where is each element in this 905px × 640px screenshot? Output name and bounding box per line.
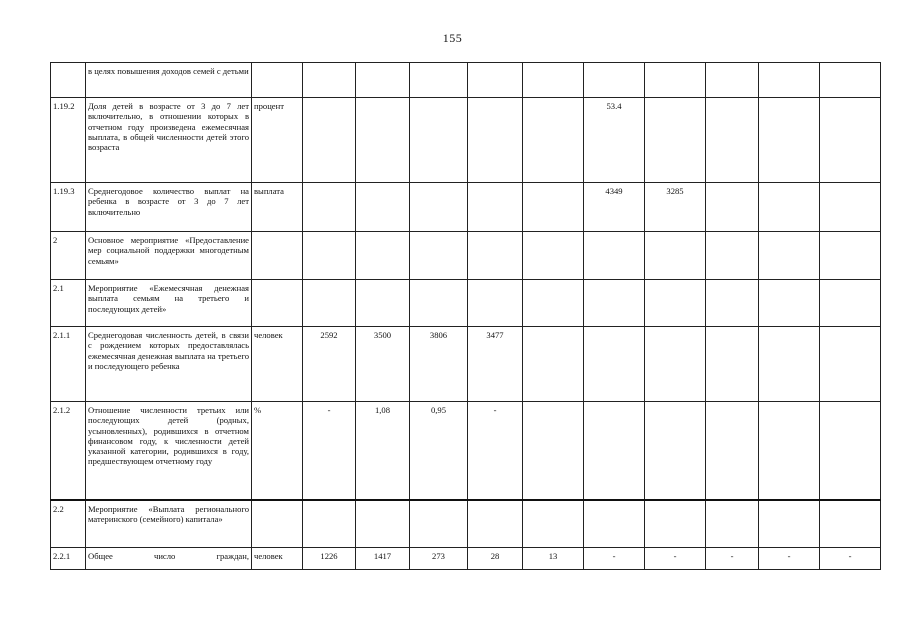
value-cell — [645, 500, 706, 548]
value-cell — [706, 232, 759, 280]
table-row — [51, 63, 881, 98]
value-cell: 1226 — [303, 548, 356, 570]
row-number: 2.1.1 — [51, 327, 86, 402]
value-cell — [356, 63, 410, 98]
value-cell — [645, 232, 706, 280]
row-unit: выплата — [252, 183, 303, 232]
table-row — [51, 280, 881, 327]
row-number: 2 — [51, 232, 86, 280]
value-cell — [820, 500, 881, 548]
row-number: 2.1.2 — [51, 402, 86, 500]
row-number: 1.19.2 — [51, 98, 86, 183]
value-cell: 273 — [410, 548, 468, 570]
value-cell: - — [706, 548, 759, 570]
value-cell — [706, 63, 759, 98]
row-unit: человек — [252, 548, 303, 570]
value-cell — [356, 280, 410, 327]
value-cell — [820, 327, 881, 402]
value-cell — [759, 183, 820, 232]
value-cell — [759, 500, 820, 548]
row-unit — [252, 232, 303, 280]
value-cell — [820, 63, 881, 98]
value-cell — [759, 63, 820, 98]
value-cell — [645, 63, 706, 98]
value-cell — [356, 98, 410, 183]
row-description: Мероприятие «Ежемесячная денежная выплата семьям на третьего и последующих детей» — [86, 280, 252, 327]
value-cell — [759, 98, 820, 183]
page-number: 155 — [442, 31, 463, 45]
value-cell: 13 — [523, 548, 584, 570]
row-description: Мероприятие «Выплата регионального материнского (семейного) капитала» — [86, 500, 252, 548]
value-cell — [303, 280, 356, 327]
value-cell — [706, 280, 759, 327]
value-cell — [584, 232, 645, 280]
value-cell — [523, 63, 584, 98]
value-cell — [468, 63, 523, 98]
value-cell — [645, 327, 706, 402]
value-cell: 3285 — [645, 183, 706, 232]
value-cell — [706, 183, 759, 232]
table-row — [51, 327, 881, 402]
row-description: Среднегодовая численность детей, в связи с рождением которых предоставлялась ежемесячная денежная выплата на третьего и последующего ребенка — [86, 327, 252, 402]
value-cell — [645, 402, 706, 500]
value-cell — [356, 183, 410, 232]
value-cell — [523, 280, 584, 327]
value-cell: 2592 — [303, 327, 356, 402]
row-number: 2.2 — [51, 500, 86, 548]
row-description: Отношение численности третьих или последующих детей (родных, усыновленных), родившихся в отчетном финансовом году, к численности детей указанной категории, родившихся в году, предшествующем отчетному году — [86, 402, 252, 500]
row-number: 2.2.1 — [51, 548, 86, 570]
row-unit: % — [252, 402, 303, 500]
table-row — [51, 98, 881, 183]
value-cell — [523, 98, 584, 183]
value-cell — [820, 183, 881, 232]
row-description: в целях повышения доходов семей с детьми — [86, 63, 252, 98]
row-unit — [252, 500, 303, 548]
value-cell — [645, 280, 706, 327]
row-description: Основное мероприятие «Предоставление мер социальной поддержки многодетным семьям» — [86, 232, 252, 280]
value-cell — [584, 327, 645, 402]
value-cell — [410, 232, 468, 280]
value-cell: - — [820, 548, 881, 570]
value-cell: 3500 — [356, 327, 410, 402]
value-cell — [645, 98, 706, 183]
value-cell — [523, 232, 584, 280]
value-cell — [303, 98, 356, 183]
value-cell — [820, 280, 881, 327]
value-cell — [584, 63, 645, 98]
value-cell — [523, 327, 584, 402]
value-cell — [356, 500, 410, 548]
value-cell: 53.4 — [584, 98, 645, 183]
value-cell: 28 — [468, 548, 523, 570]
value-cell — [706, 327, 759, 402]
value-cell — [759, 402, 820, 500]
value-cell: 4349 — [584, 183, 645, 232]
value-cell — [523, 183, 584, 232]
value-cell — [820, 232, 881, 280]
row-unit: человек — [252, 327, 303, 402]
value-cell — [468, 183, 523, 232]
table-row — [51, 232, 881, 280]
value-cell: - — [468, 402, 523, 500]
value-cell — [523, 500, 584, 548]
value-cell — [820, 98, 881, 183]
value-cell — [303, 63, 356, 98]
table-row — [51, 500, 881, 548]
value-cell — [706, 98, 759, 183]
value-cell — [706, 402, 759, 500]
value-cell — [356, 232, 410, 280]
table-row — [51, 402, 881, 500]
value-cell — [759, 327, 820, 402]
value-cell — [468, 280, 523, 327]
value-cell: - — [645, 548, 706, 570]
row-description: Доля детей в возрасте от 3 до 7 лет включительно, в отношении которых в отчетном году произведена ежемесячная выплата, в общей численности детей этого возраста — [86, 98, 252, 183]
row-number: 2.1 — [51, 280, 86, 327]
value-cell — [584, 402, 645, 500]
row-number — [51, 63, 86, 98]
value-cell — [410, 500, 468, 548]
row-unit — [252, 280, 303, 327]
row-number: 1.19.3 — [51, 183, 86, 232]
value-cell: - — [759, 548, 820, 570]
value-cell: 3806 — [410, 327, 468, 402]
value-cell — [759, 232, 820, 280]
table-row — [51, 548, 881, 570]
value-cell — [303, 232, 356, 280]
value-cell: - — [584, 548, 645, 570]
value-cell — [820, 402, 881, 500]
value-cell: 1,08 — [356, 402, 410, 500]
value-cell — [468, 98, 523, 183]
row-unit: процент — [252, 98, 303, 183]
value-cell — [303, 500, 356, 548]
value-cell — [410, 63, 468, 98]
row-description: Общее число граждан, — [86, 548, 252, 570]
value-cell: 0,95 — [410, 402, 468, 500]
row-description: Среднегодовое количество выплат на ребенка в возрасте от 3 до 7 лет включительно — [86, 183, 252, 232]
value-cell — [706, 500, 759, 548]
row-unit — [252, 63, 303, 98]
value-cell — [468, 232, 523, 280]
value-cell — [523, 402, 584, 500]
table-row — [51, 183, 881, 232]
value-cell — [759, 280, 820, 327]
value-cell: 3477 — [468, 327, 523, 402]
value-cell — [303, 183, 356, 232]
value-cell — [584, 500, 645, 548]
value-cell: - — [303, 402, 356, 500]
value-cell — [410, 98, 468, 183]
value-cell — [468, 500, 523, 548]
value-cell — [410, 280, 468, 327]
indicators-table — [50, 62, 881, 570]
value-cell: 1417 — [356, 548, 410, 570]
value-cell — [410, 183, 468, 232]
value-cell — [584, 280, 645, 327]
